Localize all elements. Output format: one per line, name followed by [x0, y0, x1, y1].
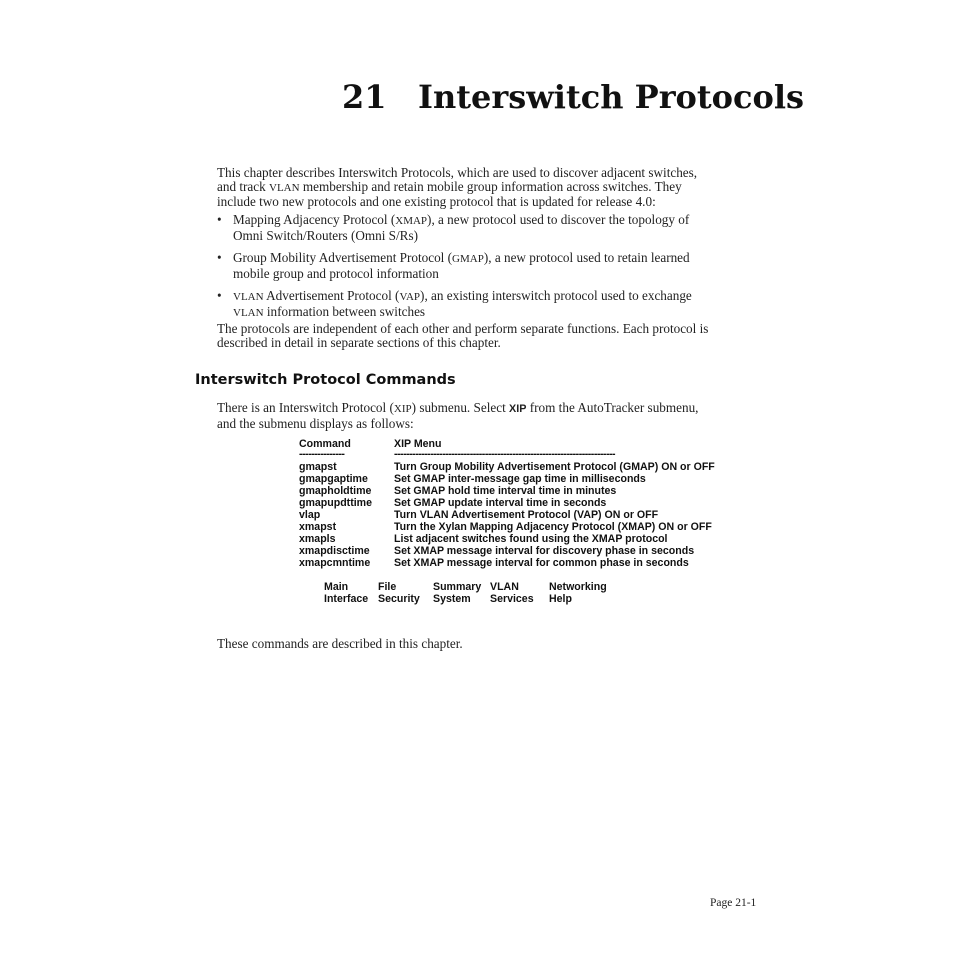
list-item [217, 213, 762, 242]
list-item-abbrev: VLAN [233, 291, 264, 303]
command-description: Set GMAP inter-message gap time in milliseconds [394, 473, 646, 485]
command-name: xmapst [299, 521, 337, 533]
command-name: gmapst [299, 461, 337, 473]
list-item-text: ), a new protocol used to discover the topology of [427, 212, 690, 227]
table-row [299, 461, 715, 473]
submenu-vlan: VLAN [490, 581, 519, 593]
command-description: Turn VLAN Advertisement Protocol (VAP) ON or OFF [394, 509, 659, 521]
list-item-text: information between switches [263, 303, 426, 319]
list-item-text: Group Mobility Advertisement Protocol ( [233, 250, 453, 265]
intro-line-2a: and track [217, 178, 269, 194]
intro-line-1: This chapter describes Interswitch Protocols, which are used to discover adjacent switches, [217, 165, 698, 180]
bullet-icon: • [217, 250, 222, 265]
divider-dashes: --------------- [299, 450, 345, 460]
intro-line-3: include two new protocols and one existing protocol that is updated for release 4.0: [217, 194, 656, 209]
independence-line-2: described in detail in separate sections of this chapter. [217, 334, 501, 350]
submenu-system: System [433, 593, 471, 605]
submenu-intro-text: There is an Interswitch Protocol ( [217, 400, 394, 415]
submenu-intro-command: XIP [509, 403, 527, 415]
command-description: Set GMAP hold time interval time in minutes [394, 485, 617, 497]
command-name: xmapls [299, 533, 336, 545]
bullet-icon: • [217, 288, 222, 303]
submenu-intro-line-2: and the submenu displays as follows: [217, 415, 414, 431]
table-row [299, 521, 715, 533]
chapter-number: 21 [342, 78, 387, 116]
list-item [217, 289, 762, 320]
table-row [299, 473, 715, 485]
list-item-abbrev: VLAN [233, 306, 264, 319]
table-row [299, 485, 715, 497]
submenu-interface: Interface [324, 593, 369, 605]
xip-menu-table [299, 438, 715, 569]
bullet-icon: • [217, 212, 222, 227]
submenu-intro-paragraph [217, 401, 762, 430]
list-item-text: mobile group and protocol information [233, 265, 439, 281]
command-name: xmapdisctime [299, 545, 370, 557]
submenu-networking: Networking [549, 581, 607, 593]
table-row [299, 533, 715, 545]
list-item-text: Advertisement Protocol ( [263, 288, 400, 303]
command-name: vlap [299, 509, 321, 521]
submenu-row [324, 581, 613, 593]
command-name: gmapholdtime [299, 485, 372, 497]
command-description: Set XMAP message interval for common phase in seconds [394, 557, 689, 569]
command-description: Turn the Xylan Mapping Adjacency Protocol (XMAP) ON or OFF [394, 521, 712, 533]
list-item-text: ), a new protocol used to retain learned [483, 250, 690, 265]
submenu-help: Help [549, 593, 572, 605]
submenu-main: Main [324, 581, 349, 593]
submenu-summary: Summary [433, 581, 482, 593]
column-header-command: Command [299, 438, 351, 450]
submenu-row [324, 593, 613, 605]
intro-line-2b: membership and retain mobile group information across switches. They [299, 178, 682, 194]
independence-line-1: The protocols are independent of each other and perform separate functions. Each protocol is [217, 321, 709, 336]
table-header-row [299, 438, 715, 450]
command-description: List adjacent switches found using the XMAP protocol [394, 533, 668, 545]
table-divider-row [299, 450, 715, 461]
command-description: Set XMAP message interval for discovery phase in seconds [394, 545, 695, 557]
chapter-title-text: Interswitch Protocols [418, 78, 805, 116]
intro-paragraph [217, 166, 762, 209]
submenu-navigation-table [324, 581, 613, 605]
column-header-menu: XIP Menu [394, 438, 442, 450]
submenu-intro-text: from the AutoTracker submenu, [526, 400, 699, 415]
list-item [217, 251, 762, 280]
list-item-abbrev: GMAP [452, 253, 484, 265]
list-item-text: ), an existing interswitch protocol used to exchange [420, 288, 692, 303]
command-name: xmapcmntime [299, 557, 371, 569]
table-row [299, 509, 715, 521]
command-description: Set GMAP update interval time in seconds [394, 497, 607, 509]
list-item-abbrev: VAP [399, 291, 421, 303]
list-item-abbrev: XMAP [395, 215, 428, 227]
divider-dashes: ------------------------------------------------------------------------- [394, 450, 616, 460]
table-row [299, 557, 715, 569]
submenu-security: Security [378, 593, 420, 605]
list-item-text: Omni Switch/Routers (Omni S/Rs) [233, 227, 418, 243]
protocol-list [217, 213, 762, 329]
submenu-intro-text: ) submenu. Select [411, 400, 510, 415]
command-description: Turn Group Mobility Advertisement Protocol (GMAP) ON or OFF [394, 461, 715, 473]
submenu-services: Services [490, 593, 534, 605]
chapter-title [342, 78, 804, 116]
page-number: Page 21-1 [710, 897, 757, 909]
table-row [299, 497, 715, 509]
submenu-file: File [378, 581, 397, 593]
independence-paragraph [217, 322, 762, 349]
list-item-text: Mapping Adjacency Protocol ( [233, 212, 396, 227]
command-name: gmapupdttime [299, 497, 372, 509]
command-name: gmapgaptime [299, 473, 368, 485]
closing-paragraph: These commands are described in this chapter. [217, 636, 463, 651]
section-heading: Interswitch Protocol Commands [195, 372, 456, 388]
intro-vlan-term: VLAN [269, 181, 300, 194]
table-row [299, 545, 715, 557]
submenu-intro-abbrev: XIP [393, 403, 412, 415]
